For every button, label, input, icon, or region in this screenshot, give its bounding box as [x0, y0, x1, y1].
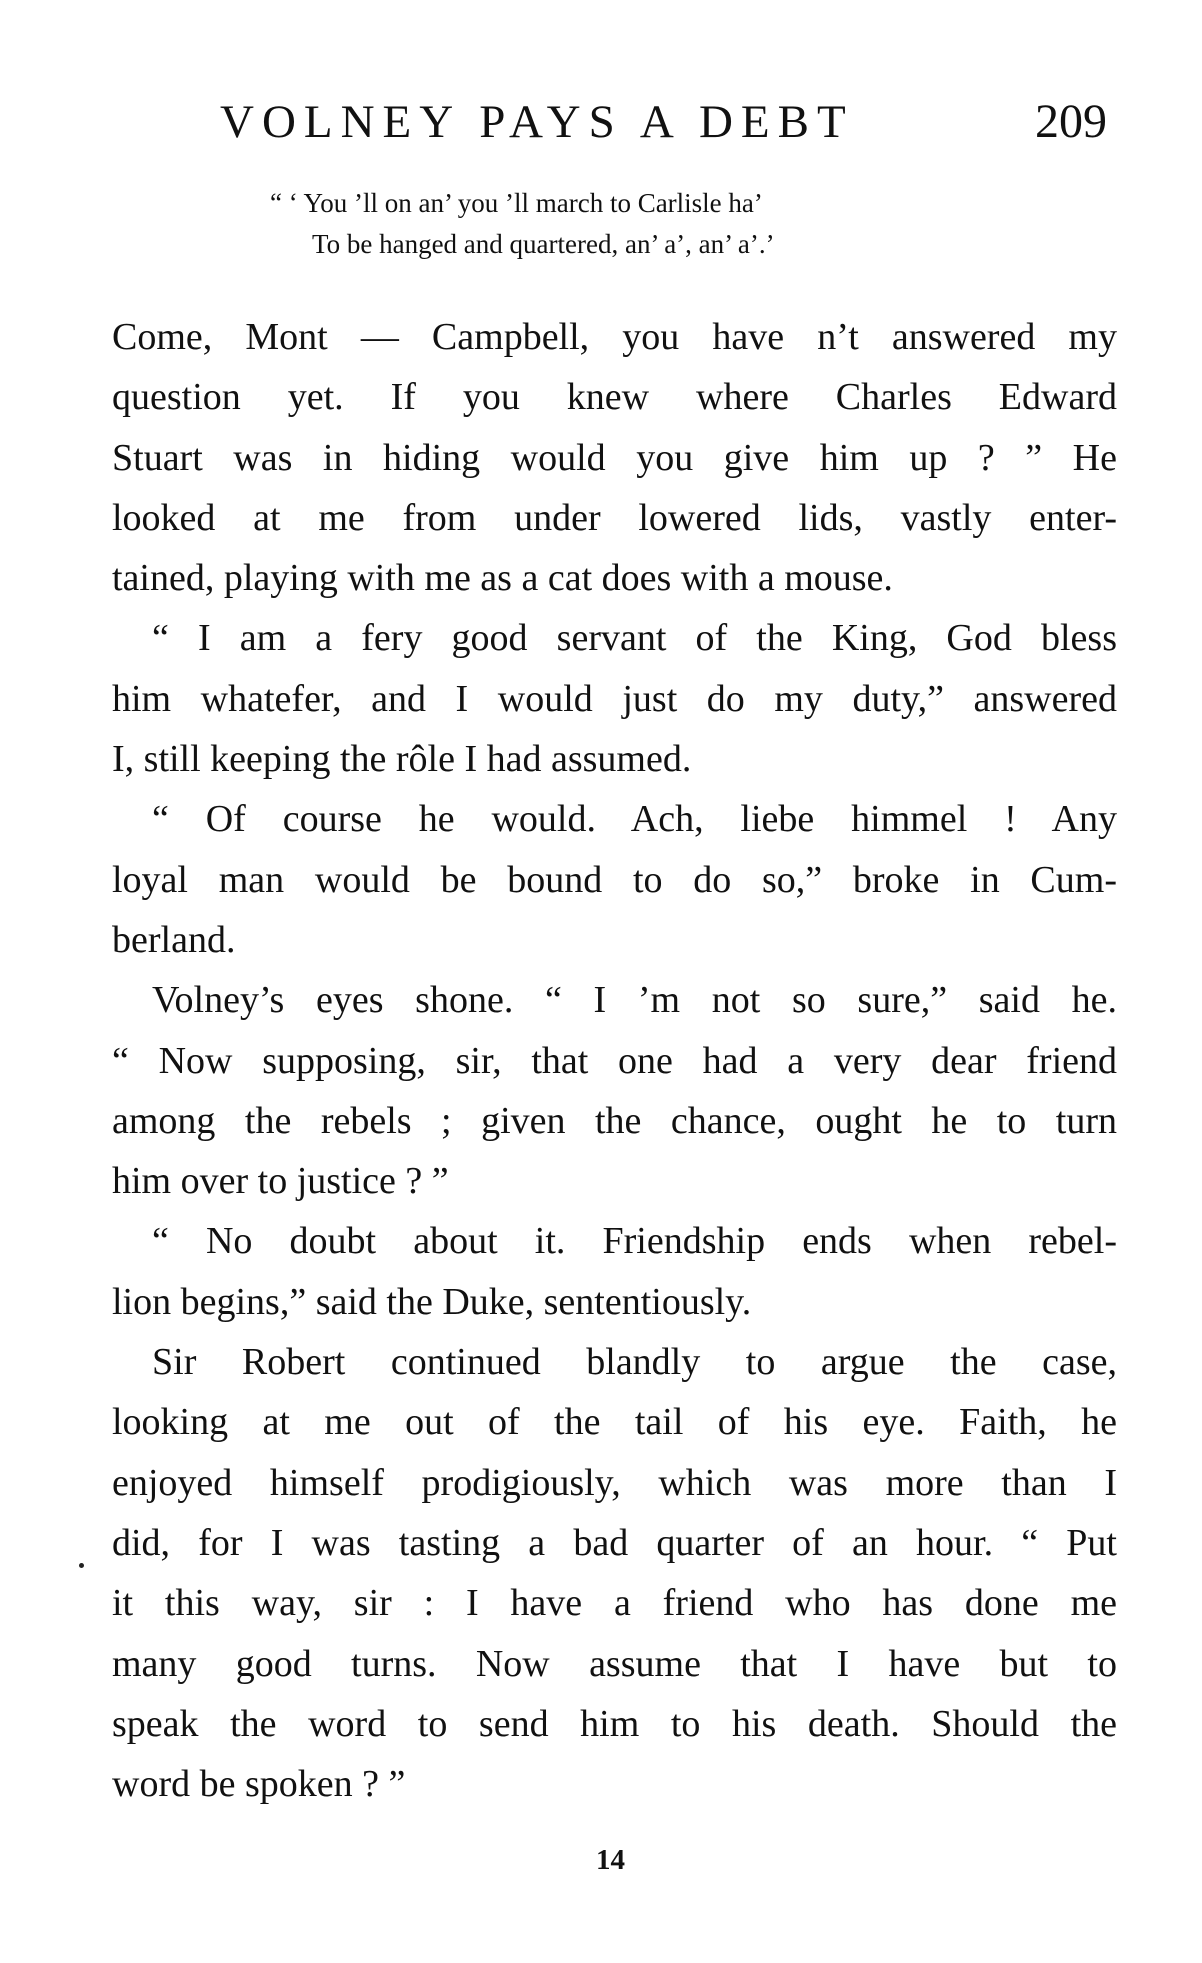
text-line: Volney’s eyes shone. “ I ’m not so sure,” said he.: [152, 979, 1117, 1022]
text-line: him over to justice ? ”: [112, 1160, 449, 1203]
text-line: word be spoken ? ”: [112, 1763, 406, 1806]
text-line: berland.: [112, 918, 236, 961]
text-line: lion begins,” said the Duke, sententiously.: [112, 1280, 752, 1323]
text-line: Stuart was in hiding would you give him up ? ” He: [112, 436, 1117, 479]
text-line: “ Of course he would. Ach, liebe himmel ! Any: [152, 798, 1117, 841]
margin-dot: [79, 1563, 84, 1568]
text-line: question yet. If you knew where Charles Edward: [112, 376, 1117, 419]
text-line: it this way, sir : I have a friend who has done me: [112, 1582, 1117, 1625]
verse-line: “ ‘ You ’ll on an’ you ’ll march to Carlisle ha’: [270, 188, 763, 218]
text-line: “ Now supposing, sir, that one had a very dear friend: [112, 1039, 1117, 1082]
page-number: 209: [1035, 95, 1107, 148]
text-line: speak the word to send him to his death. Should the: [112, 1702, 1117, 1745]
running-title: VOLNEY PAYS A DEBT: [220, 96, 854, 148]
text-line: loyal man would be bound to do so,” broke in Cum-: [112, 858, 1117, 901]
verse-line: To be hanged and quartered, an’ a’, an’ a’.’: [312, 229, 775, 259]
page-header: [220, 92, 1120, 152]
text-line: enjoyed himself prodigiously, which was more than I: [112, 1461, 1117, 1504]
text-line: Sir Robert continued blandly to argue the case,: [152, 1341, 1117, 1384]
text-line: among the rebels ; given the chance, ought he to turn: [112, 1099, 1117, 1142]
signature-mark: 14: [596, 1844, 625, 1876]
text-line: “ No doubt about it. Friendship ends when rebel-: [152, 1220, 1117, 1263]
text-line: I, still keeping the rôle I had assumed.: [112, 738, 692, 781]
verse-quotation: [270, 183, 1030, 265]
text-line: him whatefer, and I would just do my duty,” answered: [112, 677, 1117, 720]
text-line: looked at me from under lowered lids, vastly enter-: [112, 496, 1117, 539]
text-line: many good turns. Now assume that I have but to: [112, 1642, 1117, 1685]
text-line: did, for I was tasting a bad quarter of an hour. “ Put: [112, 1521, 1117, 1564]
text-line: Come, Mont — Campbell, you have n’t answered my: [112, 316, 1117, 358]
text-line: “ I am a fery good servant of the King, God bless: [152, 617, 1117, 660]
text-line: looking at me out of the tail of his eye. Faith, he: [112, 1401, 1117, 1444]
text-line: tained, playing with me as a cat does with a mouse.: [112, 557, 893, 600]
body-text: [112, 307, 1117, 1814]
